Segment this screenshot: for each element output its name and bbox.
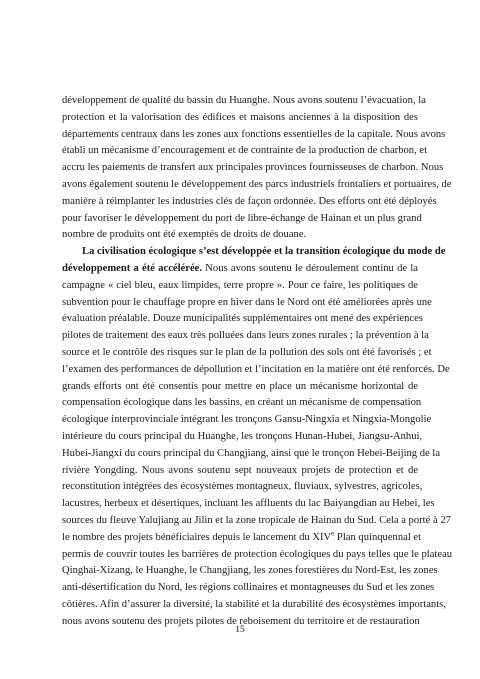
text-line: sources du fleuve Yalujiang au Jilin et la zone tropicale de Hainan du Sud. Cela a porté à 27 — [62, 514, 451, 526]
text-line: reconstitution intégrées des écosystèmes montagneux, fluviaux, sylvestres, agricoles, — [62, 481, 423, 493]
text-line — [62, 261, 418, 278]
text-line: nous avons soutenu des projets pilotes de reboisement du territoire et de restauration — [62, 615, 420, 627]
text-line: subvention pour le chauffage propre en hiver dans le Nord ont été améliorées après une — [62, 296, 432, 308]
text-fragment: le nombre des projets bénéficiaires depuis le lancement du XIV — [62, 531, 332, 543]
text-line: nombre de produits ont été exemptés de droits de douane. — [62, 229, 307, 241]
section-heading-end: développement a été accélérée. — [62, 262, 203, 274]
text-line: développement de qualité du bassin du Huanghe. Nous avons soutenu l’évacuation, la — [62, 95, 426, 106]
text-line: lacustres, herbeux et désertiques, incluant les affluents du lac Baiyangdian au Hebei, les — [62, 498, 435, 510]
text-line: évaluation préalable. Douze municipalités supplémentaires ont mené des expériences — [62, 313, 423, 325]
text-line: écologique interprovinciale intégrant les tronçons Gansu-Ningxia et Ningxia-Mongolie — [62, 414, 432, 426]
text-line: rivière Yongding. Nous avons soutenu sept nouveaux projets de protection et de — [62, 464, 418, 476]
text-line: pour favoriser le développement du port de libre-échange de Hainan et un plus grand — [62, 212, 422, 224]
text-line — [62, 529, 422, 547]
text-line: l’examen des performances de dépollution et l’incitation en la matière ont été renforcés. De — [62, 363, 450, 375]
text-line: avons également soutenu le développement des parcs industriels frontaliers et portuaires, de — [62, 178, 452, 190]
text-line: établi un mécanisme d’encouragement et de contrainte de la production de charbon, et — [62, 145, 428, 157]
text-line: compensation écologique dans les bassins, en créant un mécanisme de compensation — [62, 397, 422, 409]
page-number: 15 — [235, 625, 245, 635]
text-line: Hubei-Jiangxi du cours principal du Changjiang, ainsi que le tronçon Hebei-Beijing de la — [62, 447, 441, 459]
text-line: accru les paiements de transfert aux principales provinces fournisseuses de charbon. Nous — [62, 162, 444, 174]
text-line: départements centraux dans les zones aux fonctions essentielles de la capitale. Nous avons — [62, 128, 446, 140]
text-line: manière à réimplanter les industries clés de façon ordonnée. Des efforts ont été déployés — [62, 195, 437, 207]
text-line: source et le contrôle des risques sur le plan de la pollution des sols ont été favorisés ; et — [62, 346, 432, 358]
text-fragment: Nous avons soutenu le déroulement continu de la — [202, 262, 418, 274]
text-line: permis de couvrir toutes les barrières de protection écologiques du pays telles que le plateau — [62, 548, 453, 560]
text-line: campagne « ciel bleu, eaux limpides, terre propre ». Pour ce faire, les politiques de — [62, 279, 418, 291]
text-line: anti-désertification du Nord, les régions collinaires et montagneuses du Sud et les zones — [62, 582, 435, 594]
section-heading-line: La civilisation écologique s’est développée et la transition écologique du mode de — [82, 246, 446, 258]
text-line: intérieure du cours principal du Huanghe, les tronçons Hunan-Hubei, Jiangsu-Anhui, — [62, 430, 423, 442]
text-fragment: Plan quinquennal et — [334, 531, 422, 543]
text-line: côtières. Afin d’assurer la diversité, la stabilité et la durabilité des écosystèmes importants, — [62, 598, 446, 610]
text-line: grands efforts ont été consentis pour mettre en place un mécanisme horizontal de — [62, 380, 418, 392]
superscript: e — [331, 529, 335, 538]
text-line: protection et la valorisation des édifices et maisons anciennes à la disposition des — [62, 111, 418, 123]
text-line: Qinghai-Xizang, le Huanghe, le Changjiang, les zones forestières du Nord-Est, les zones — [62, 565, 438, 577]
body-text — [62, 93, 453, 631]
text-line: pilotes de traitement des eaux très polluées dans leurs zones rurales ; la prévention à la — [62, 330, 429, 342]
